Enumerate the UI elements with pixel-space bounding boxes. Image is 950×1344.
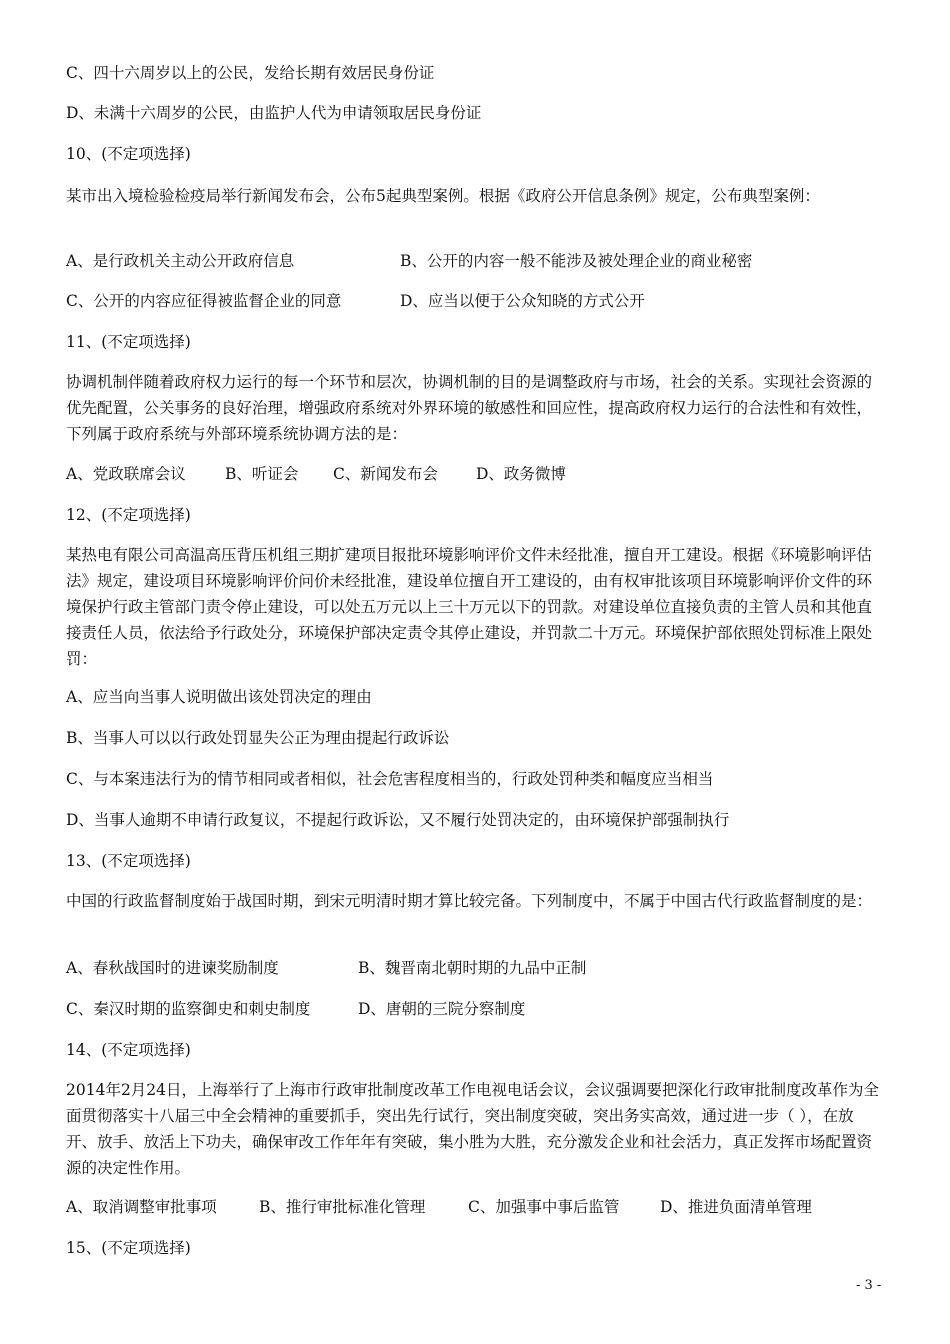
question-header: 11、(不定项选择)	[66, 333, 191, 351]
question-header: 10、(不定项选择)	[66, 145, 191, 163]
option-line: C、与本案违法行为的情节相同或者相似，社会危害程度相当的，行政处罚种类和幅度应当相当	[66, 770, 714, 788]
question-header: 12、(不定项选择)	[66, 506, 191, 524]
question-header: 13、(不定项选择)	[66, 852, 191, 870]
option-c: C、公开的内容应征得被监督企业的同意	[66, 292, 342, 310]
question-stem: 某市出入境检验检疫局举行新闻发布会，公布5起典型案例。根据《政府公开信息条例》规定，公布典型案例：	[66, 187, 820, 205]
option-line: D、未满十六周岁的公民，由监护人代为申请领取居民身份证	[66, 104, 482, 122]
option-b: B、推行审批标准化管理	[259, 1198, 426, 1216]
question-header: 15、(不定项选择)	[66, 1239, 191, 1257]
option-d: D、应当以便于公众知晓的方式公开	[400, 292, 645, 310]
option-line: C、四十六周岁以上的公民，发给长期有效居民身份证	[66, 64, 435, 82]
option-row	[66, 957, 586, 979]
question-stem: 某热电有限公司高温高压背压机组三期扩建项目报批环境影响评价文件未经批准，擅自开工建设。根据《环境影响评估法》规定，建设项目环境影响评价问价未经批准，建设单位擅自开工建设的，由有权审批该项目环境影响评价文件的环境保护行政主管部门责令停止建设，可以处五万元以上三十万元以下的罚款。对建设单位直接负责的主管人员和其他直接责任人员，依法给予行政处分，环境保护部决定责令其停止建设，并罚款二十万元。环境保护部依照处罚标准上限处罚：	[66, 546, 873, 668]
option-a: A、春秋战国时的进谏奖励制度	[66, 959, 279, 977]
option-row	[66, 1196, 812, 1218]
option-line: D、当事人逾期不申请行政复议，不提起行政诉讼，又不履行处罚决定的，由环境保护部强制执行	[66, 811, 730, 829]
option-a: A、党政联席会议	[66, 465, 186, 483]
option-c: C、新闻发布会	[333, 465, 438, 483]
option-b: B、魏晋南北朝时期的九品中正制	[358, 959, 587, 977]
option-row	[66, 250, 752, 272]
option-b: B、听证会	[225, 465, 299, 483]
option-c: C、秦汉时期的监察御史和刺史制度	[66, 1000, 311, 1018]
option-row	[66, 998, 525, 1020]
question-stem: 协调机制伴随着政府权力运行的每一个环节和层次，协调机制的目的是调整政府与市场，社会的关系。实现社会资源的优先配置，公关事务的良好治理，增强政府系统对外界环境的敏感性和回应性，提高政府权力运行的合法性和有效性，下列属于政府系统与外部环境系统协调方法的是：	[66, 373, 873, 443]
page-number: - 3 -	[856, 1278, 882, 1293]
option-d: D、政务微博	[476, 465, 566, 483]
question-header: 14、(不定项选择)	[66, 1041, 191, 1059]
option-line: B、当事人可以以行政处罚显失公正为理由提起行政诉讼	[66, 729, 450, 747]
question-stem: 中国的行政监督制度始于战国时期，到宋元明清时期才算比较完备。下列制度中，不属于中国古代行政监督制度的是：	[66, 892, 873, 910]
option-b: B、公开的内容一般不能涉及被处理企业的商业秘密	[400, 252, 753, 270]
option-c: C、加强事中事后监管	[468, 1198, 620, 1216]
option-row	[66, 290, 645, 312]
option-line: A、应当向当事人说明做出该处罚决定的理由	[66, 688, 372, 706]
question-stem: 2014年2月24日，上海举行了上海市行政审批制度改革工作电视电话会议，会议强调要把深化行政审批制度改革作为全面贯彻落实十八届三中全会精神的重要抓手，突出先行试行，突出制度突破，突出务实高效，通过进一步（ ），在放开、放手、放活上下功夫，确保审改工作年年有突破，集小胜为大胜，充分激发企业和社会活力，真正发挥市场配置资源的决定性作用。	[66, 1081, 880, 1177]
option-d: D、唐朝的三院分察制度	[358, 1000, 526, 1018]
option-a: A、取消调整审批事项	[66, 1198, 217, 1216]
option-a: A、是行政机关主动公开政府信息	[66, 252, 295, 270]
option-row	[66, 463, 566, 485]
option-d: D、推进负面清单管理	[660, 1198, 812, 1216]
